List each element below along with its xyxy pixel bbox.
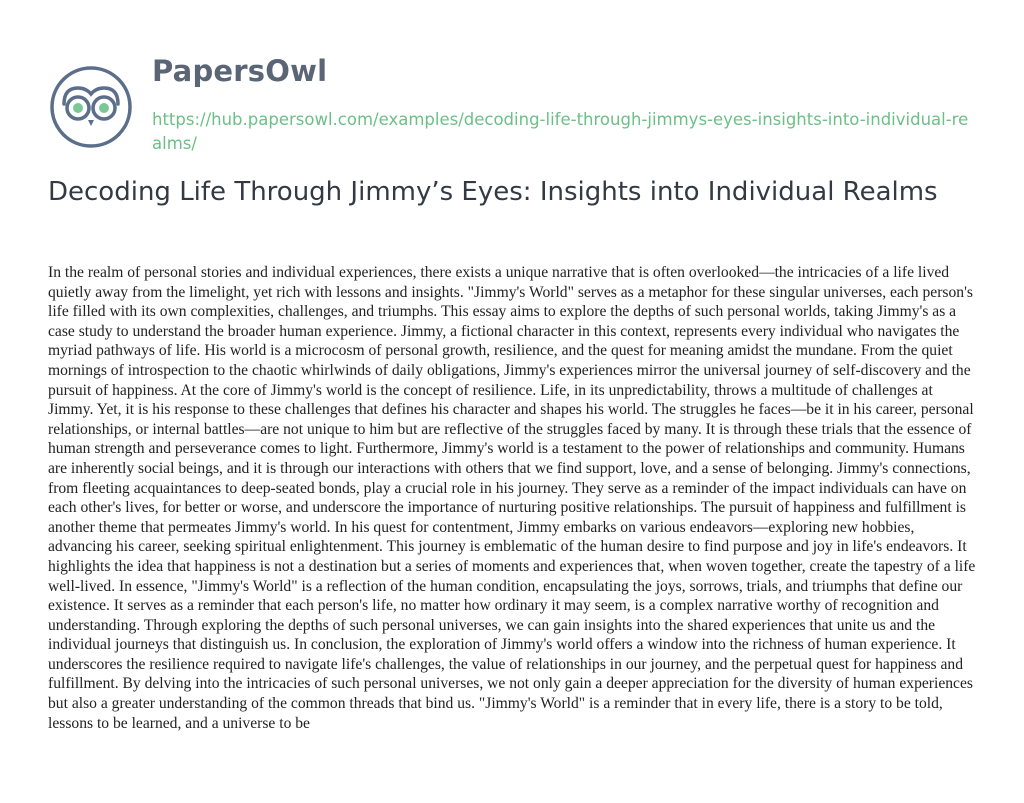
essay-title: Decoding Life Through Jimmy’s Eyes: Insights into Individual Realms bbox=[48, 177, 938, 207]
source-url-link[interactable]: https://hub.papersowl.com/examples/decoding-life-through-jimmys-eyes-insights-into-individual-realms/ bbox=[152, 110, 969, 153]
brand-name: PapersOwl bbox=[152, 54, 328, 88]
essay-body: In the realm of personal stories and individual experiences, there exists a unique narrative that is often overlooked—the intricacies of a life lived quietly away from the limelight, yet rich with lessons and insights. "Jimmy's World" serves as a metaphor for these singular universes, each person's life filled with its own complexities, challenges, and triumphs. This essay aims to explore the depths of such personal worlds, taking Jimmy's as a case study to understand the broader human experience. Jimmy, a fictional character in this context, represents every individual who navigates the myriad pathways of life. His world is a microcosm of personal growth, resilience, and the quest for meaning amidst the mundane. From the quiet mornings of introspection to the chaotic whirlwinds of daily obligations, Jimmy's experiences mirror the universal journey of self-discovery and the pursuit of happiness. At the core of Jimmy's world is the concept of resilience. Life, in its unpredictability, throws a multitude of challenges at Jimmy. Yet, it is his response to these challenges that defines his character and shapes his world. The struggles he faces—be it in his career, personal relationships, or internal battles—are not unique to him but are reflective of the struggles faced by many. It is through these trials that the essence of human strength and perseverance comes to light. Furthermore, Jimmy's world is a testament to the power of relationships and community. Humans are inherently social beings, and it is through our interactions with others that we find support, love, and a sense of belonging. Jimmy's connections, from fleeting acquaintances to deep-seated bonds, play a crucial role in his journey. They serve as a reminder of the impact individuals can have on each other's lives, for better or worse, and underscore the importance of nurturing positive relationships. The pursuit of happiness and fulfillment is another theme that permeates Jimmy's world. In his quest for contentment, Jimmy embarks on various endeavors—exploring new hobbies, advancing his career, seeking spiritual enlightenment. This journey is emblematic of the human desire to find purpose and joy in life's endeavors. It highlights the idea that happiness is not a destination but a series of moments and experiences that, when woven together, create the tapestry of a life well-lived. In essence, "Jimmy's World" is a reflection of the human condition, encapsulating the joys, sorrows, trials, and triumphs that define our existence. It serves as a reminder that each person's life, no matter how ordinary it may seem, is a complex narrative worthy of recognition and understanding. Through exploring the depths of such personal universes, we can gain insights into the shared experiences that unite us and the individual journeys that distinguish us. In conclusion, the exploration of Jimmy's world offers a window into the richness of human experience. It underscores the resilience required to navigate life's challenges, the value of relationships in our journey, and the perpetual quest for happiness and fulfillment. By delving into the intricacies of such personal universes, we not only gain a deeper appreciation for the diversity of human experiences but also a greater understanding of the common threads that bind us. "Jimmy's World" is a reminder that in every life, there is a story to be told, lessons to be learned, and a universe to be bbox=[48, 264, 976, 732]
document-header bbox=[48, 38, 988, 158]
owl-logo-icon bbox=[48, 64, 134, 150]
